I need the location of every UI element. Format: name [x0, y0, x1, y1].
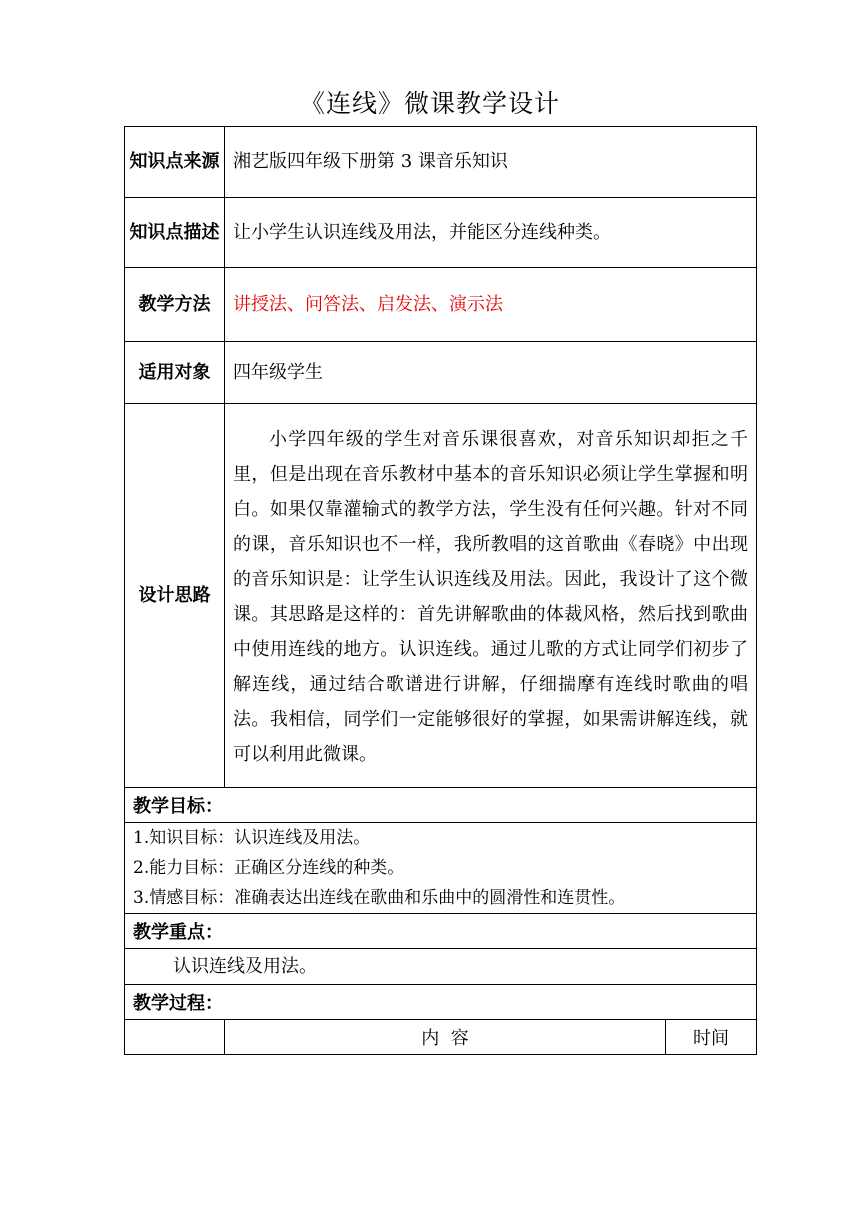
process-empty-cell	[125, 1020, 225, 1055]
value-method: 讲授法、问答法、启发法、演示法	[225, 268, 757, 342]
label-method: 教学方法	[125, 268, 225, 342]
goal-item: 3.情感目标：准确表达出连线在歌曲和乐曲中的圆滑性和连贯性。	[133, 888, 626, 908]
key-heading: 教学重点：	[125, 914, 757, 949]
label-idea: 设计思路	[125, 404, 225, 788]
row-goals-heading	[125, 788, 757, 823]
row-desc	[125, 198, 757, 268]
goal-item: 1.知识目标：认识连线及用法。	[133, 828, 371, 848]
goals-list	[125, 823, 757, 914]
row-key-heading	[125, 914, 757, 949]
key-value: 认识连线及用法。	[125, 949, 757, 985]
goals-heading: 教学目标：	[125, 788, 757, 823]
row-source	[125, 127, 757, 198]
page-title: 《连线》微课教学设计	[299, 89, 560, 118]
label-source: 知识点来源	[125, 127, 225, 198]
value-target: 四年级学生	[225, 342, 757, 404]
row-idea	[125, 404, 757, 788]
lesson-plan-table	[124, 126, 757, 1055]
value-source: 湘艺版四年级下册第 3 课音乐知识	[225, 127, 757, 198]
process-col-content: 内 容	[225, 1020, 666, 1055]
row-goals	[125, 823, 757, 914]
value-desc: 让小学生认识连线及用法，并能区分连线种类。	[225, 198, 757, 268]
row-key	[125, 949, 757, 985]
row-method	[125, 268, 757, 342]
goal-item: 2.能力目标：正确区分连线的种类。	[133, 858, 405, 878]
process-heading: 教学过程：	[125, 985, 757, 1020]
label-desc: 知识点描述	[125, 198, 225, 268]
label-target: 适用对象	[125, 342, 225, 404]
row-process-heading	[125, 985, 757, 1020]
process-col-time: 时间	[666, 1020, 757, 1055]
row-target	[125, 342, 757, 404]
row-process-columns	[125, 1020, 757, 1055]
value-idea: 小学四年级的学生对音乐课很喜欢，对音乐知识却拒之千里，但是出现在音乐教材中基本的音乐知识必须让学生掌握和明白。如果仅靠灌输式的教学方法，学生没有任何兴趣。针对不同的课，音乐知识也不一样，我所教唱的这首歌曲《春晓》中出现的音乐知识是：让学生认识连线及用法。因此，我设计了这个微课。其思路是这样的：首先讲解歌曲的体裁风格，然后找到歌曲中使用连线的地方。认识连线。通过儿歌的方式让同学们初步了解连线，通过结合歌谱进行讲解，仔细揣摩有连线时歌曲的唱法。我相信，同学们一定能够很好的掌握，如果需讲解连线，就可以利用此微课。	[225, 404, 757, 788]
